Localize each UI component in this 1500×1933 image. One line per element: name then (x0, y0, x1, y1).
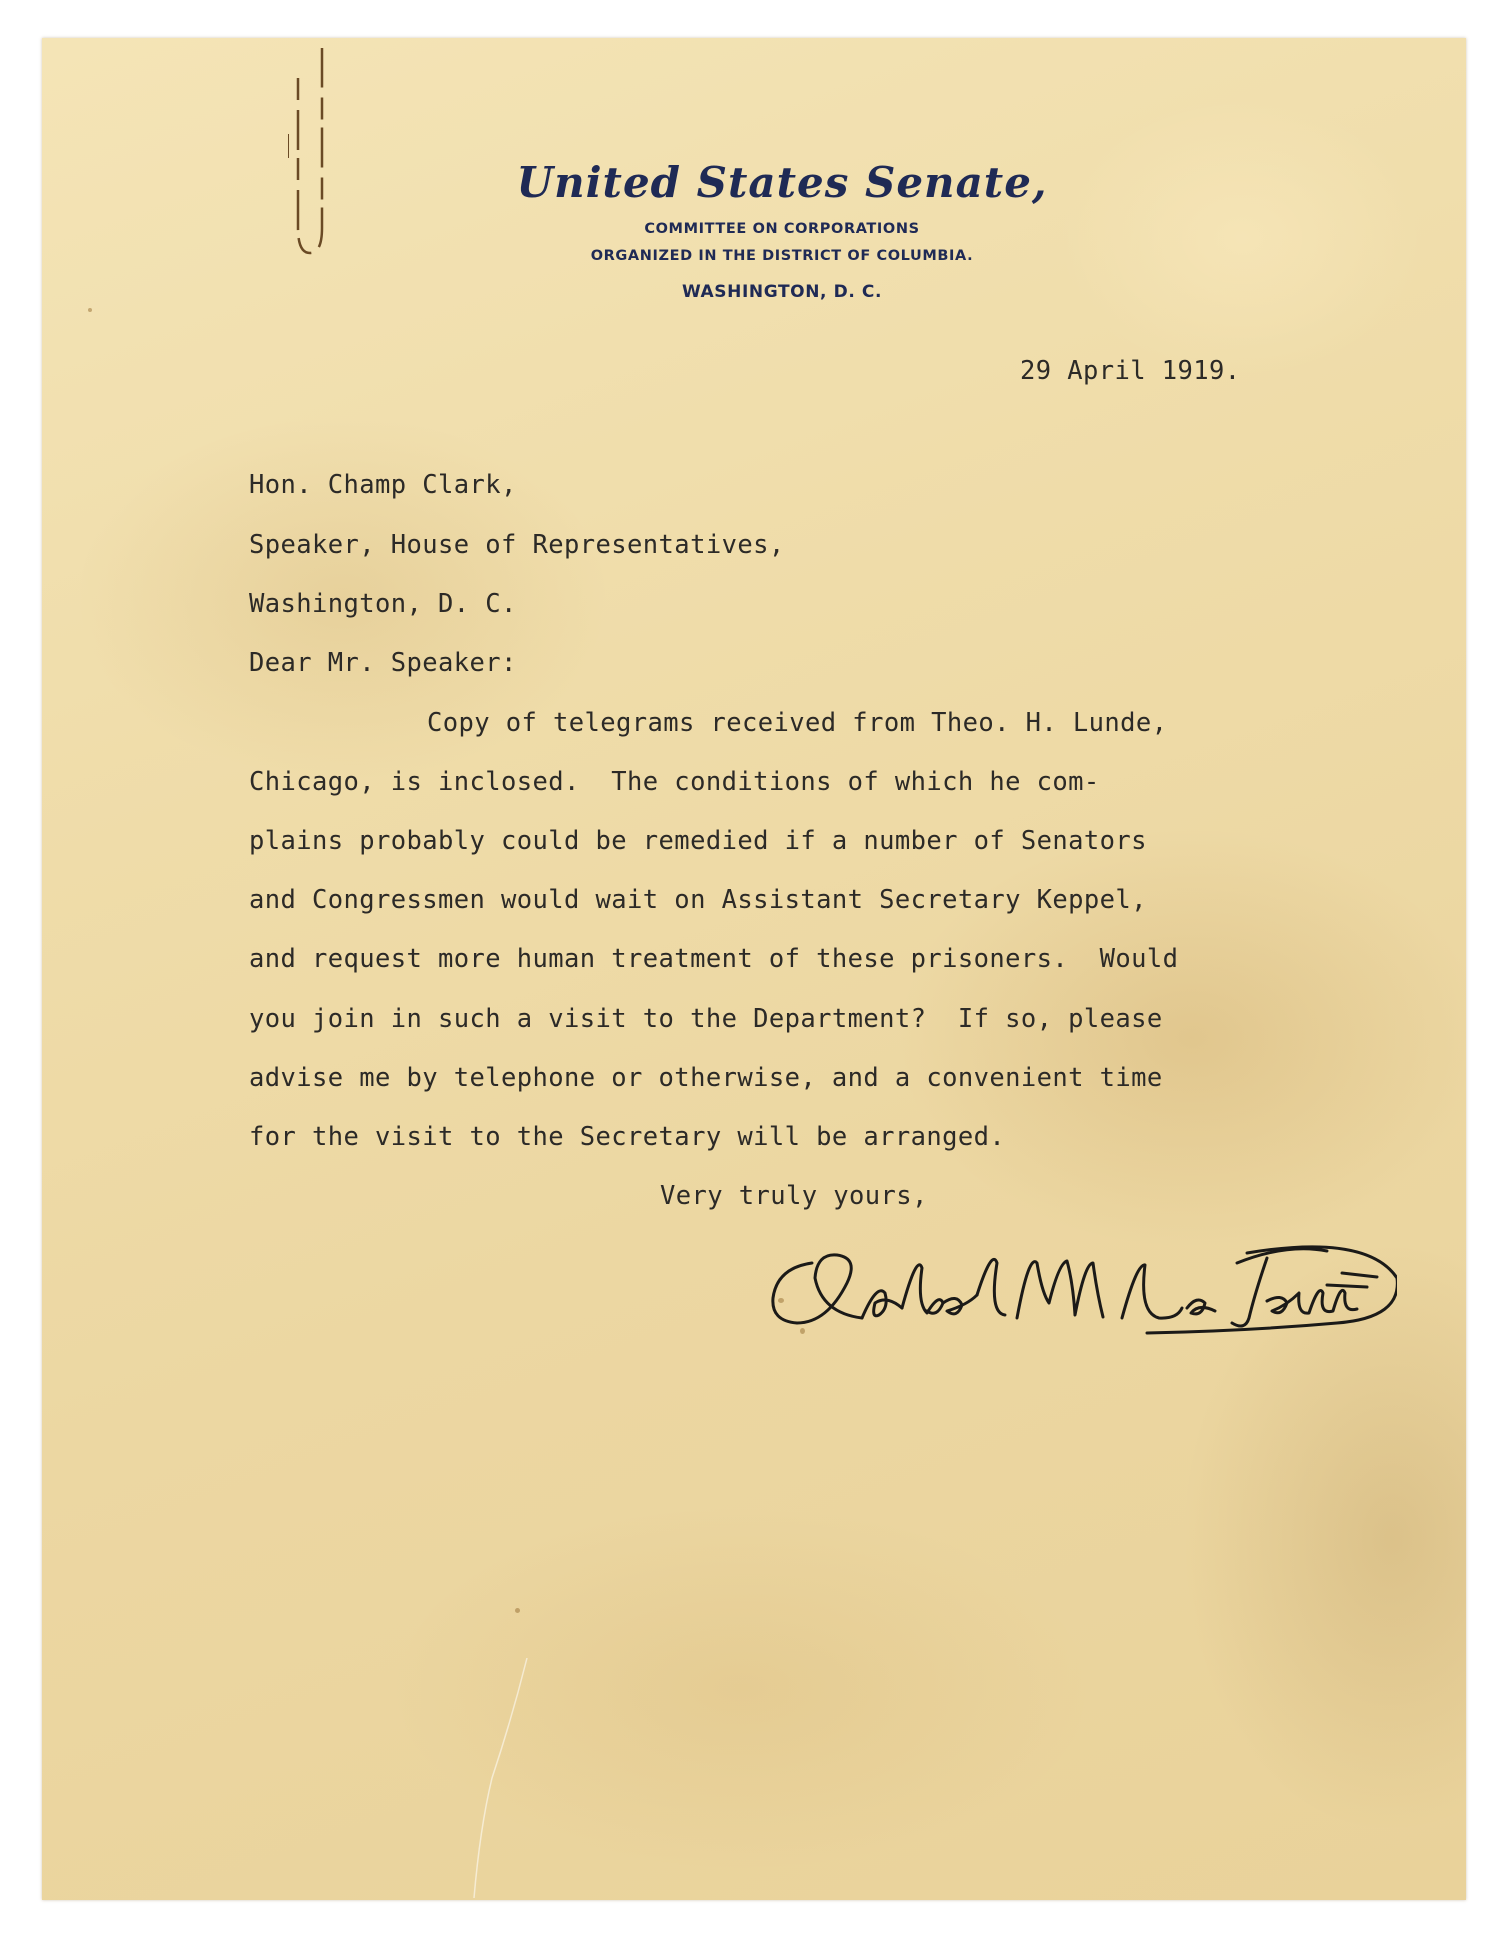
letter-paper (42, 38, 1466, 1900)
letterhead-organized: ORGANIZED IN THE DISTRICT OF COLUMBIA. (590, 248, 974, 264)
closing: Very truly yours, (660, 1181, 928, 1211)
letterhead-city: WASHINGTON, D. C. (681, 282, 883, 302)
letterhead-committee: COMMITTEE ON CORPORATIONS (644, 221, 920, 237)
stain-spot (88, 308, 92, 312)
body-line: plains probably could be remedied if a number of Senators (249, 826, 1147, 856)
stain-spot (778, 1298, 784, 1303)
body-line: Copy of telegrams received from Theo. H. Lunde, (427, 708, 1168, 738)
body-line: and Congressmen would wait on Assistant Secretary Keppel, (249, 885, 1147, 915)
salutation: Dear Mr. Speaker: (249, 648, 517, 678)
body-line: Chicago, is inclosed. The conditions of which he com- (249, 767, 1100, 797)
stain-spot (800, 1328, 805, 1334)
body-line: and request more human treatment of these prisoners. Would (249, 944, 1179, 974)
body-line: for the visit to the Secretary will be arranged. (249, 1122, 1006, 1152)
signature (767, 1223, 1397, 1343)
recipient-name: Hon. Champ Clark, (249, 470, 517, 500)
letterhead-title: United States Senate, (516, 158, 1048, 207)
letter-date: 29 April 1919. (1020, 356, 1241, 386)
stain-spot (515, 1608, 520, 1613)
recipient-title: Speaker, House of Representatives, (249, 530, 785, 560)
paperclip-mark-icon (288, 38, 326, 258)
recipient-city: Washington, D. C. (249, 589, 517, 619)
body-line: you join in such a visit to the Department? If so, please (249, 1004, 1163, 1034)
paper-crease (472, 1658, 532, 1898)
body-line: advise me by telephone or otherwise, and a convenient time (249, 1063, 1163, 1093)
